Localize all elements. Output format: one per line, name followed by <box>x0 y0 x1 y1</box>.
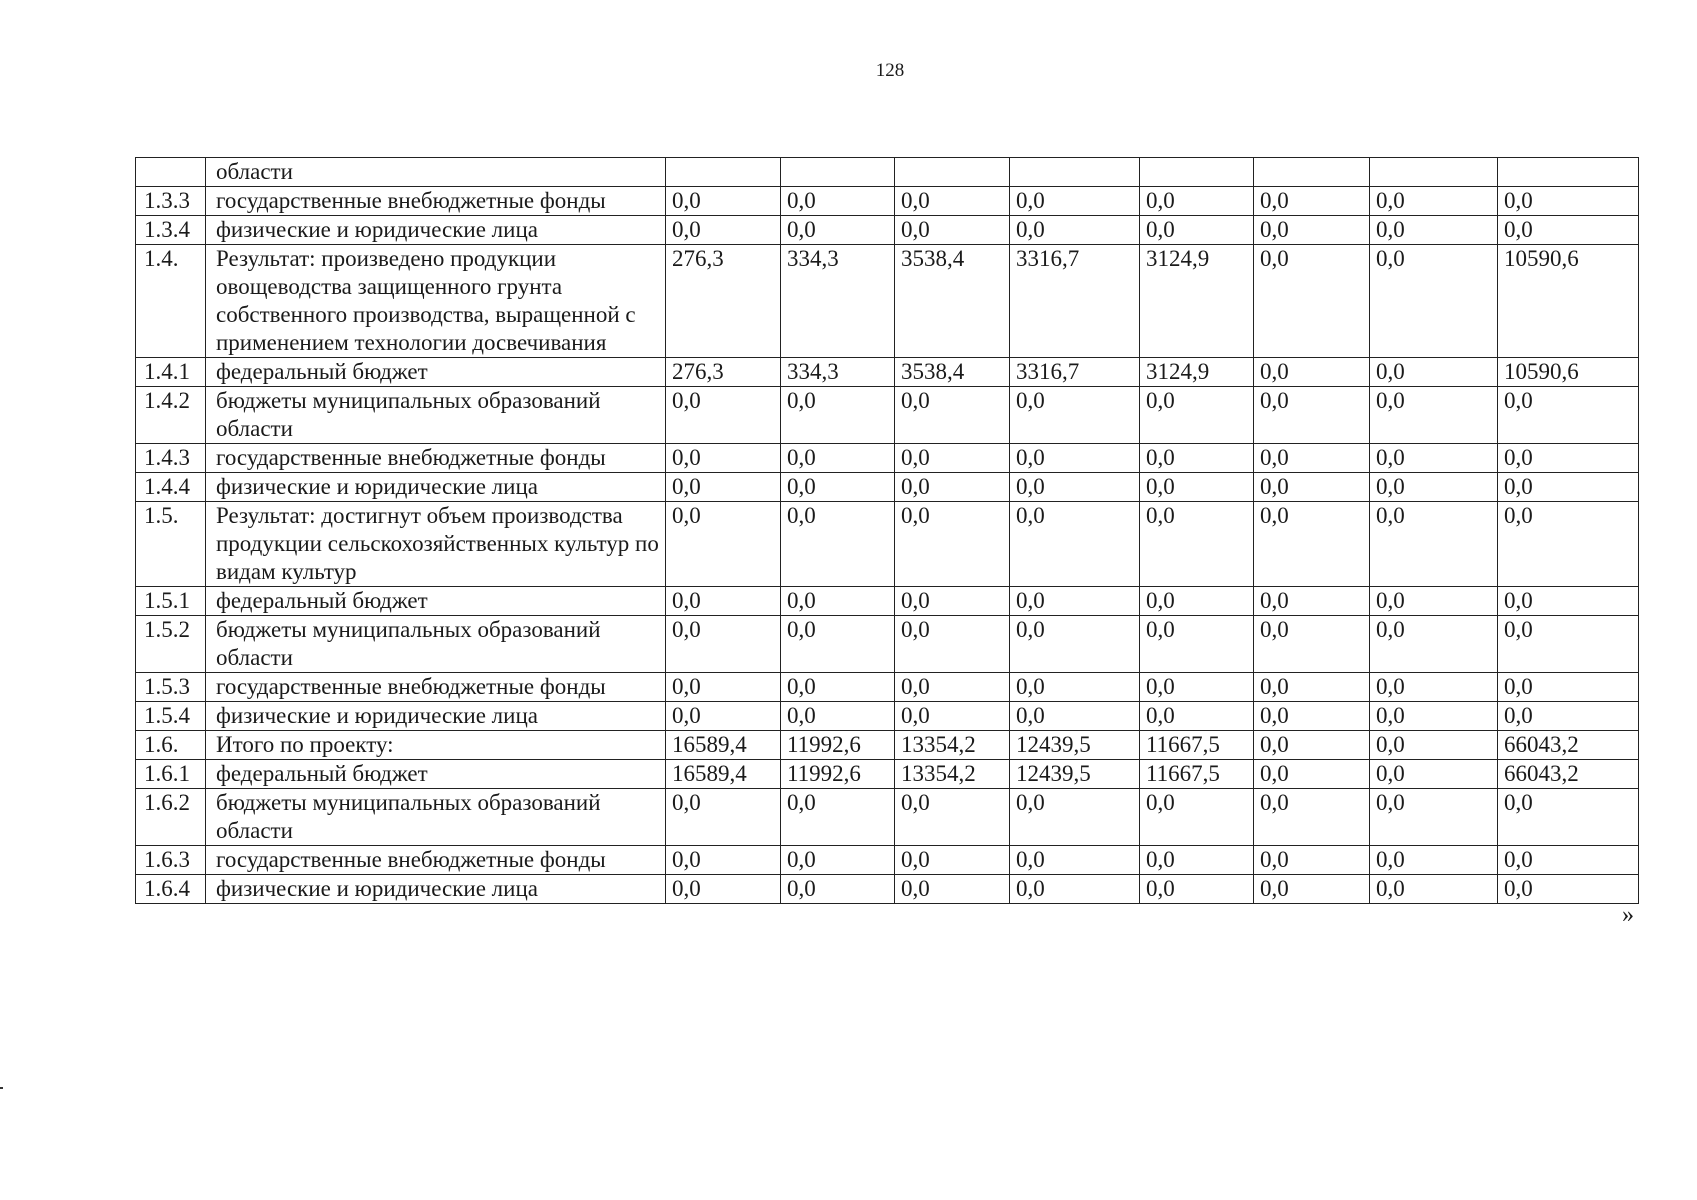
value-cell: 0,0 <box>1498 702 1639 731</box>
value-cell: 12439,5 <box>1010 731 1140 760</box>
row-number-cell: 1.5.1 <box>136 587 206 616</box>
row-number-cell: 1.4.1 <box>136 358 206 387</box>
value-cell: 0,0 <box>1140 587 1254 616</box>
value-cell: 0,0 <box>1010 616 1140 673</box>
row-label-cell: Итого по проекту: <box>206 731 666 760</box>
value-cell <box>1254 158 1370 187</box>
value-cell: 16589,4 <box>666 731 781 760</box>
row-number-cell: 1.3.3 <box>136 187 206 216</box>
row-number-cell: 1.5.4 <box>136 702 206 731</box>
row-label-cell: бюджеты муниципальных образований области <box>206 789 666 846</box>
row-number-cell: 1.6. <box>136 731 206 760</box>
value-cell: 0,0 <box>666 387 781 444</box>
value-cell: 0,0 <box>1254 702 1370 731</box>
table-row <box>136 502 1639 587</box>
value-cell: 0,0 <box>781 702 895 731</box>
value-cell: 0,0 <box>666 673 781 702</box>
row-number-cell: 1.5.2 <box>136 616 206 673</box>
row-number-cell: 1.4.2 <box>136 387 206 444</box>
value-cell: 11992,6 <box>781 731 895 760</box>
value-cell: 0,0 <box>781 387 895 444</box>
table-row <box>136 875 1639 904</box>
value-cell: 0,0 <box>1498 216 1639 245</box>
value-cell: 0,0 <box>781 187 895 216</box>
value-cell: 0,0 <box>781 587 895 616</box>
value-cell: 66043,2 <box>1498 760 1639 789</box>
value-cell: 0,0 <box>895 387 1010 444</box>
value-cell: 0,0 <box>1370 616 1498 673</box>
value-cell <box>781 158 895 187</box>
value-cell: 0,0 <box>1010 473 1140 502</box>
value-cell: 0,0 <box>1370 216 1498 245</box>
value-cell: 0,0 <box>781 216 895 245</box>
value-cell: 0,0 <box>1140 216 1254 245</box>
value-cell: 276,3 <box>666 245 781 358</box>
value-cell: 0,0 <box>1010 387 1140 444</box>
table-row <box>136 673 1639 702</box>
value-cell: 0,0 <box>1254 502 1370 587</box>
value-cell: 0,0 <box>895 444 1010 473</box>
value-cell: 0,0 <box>1010 502 1140 587</box>
value-cell: 0,0 <box>1140 444 1254 473</box>
table-row <box>136 587 1639 616</box>
row-label-cell: физические и юридические лица <box>206 875 666 904</box>
row-number-cell: 1.5.3 <box>136 673 206 702</box>
value-cell: 3316,7 <box>1010 358 1140 387</box>
row-label-cell: бюджеты муниципальных образований области <box>206 387 666 444</box>
table-row <box>136 846 1639 875</box>
value-cell: 3316,7 <box>1010 245 1140 358</box>
value-cell: 0,0 <box>1498 187 1639 216</box>
value-cell: 0,0 <box>1254 616 1370 673</box>
value-cell: 0,0 <box>1254 444 1370 473</box>
value-cell: 3124,9 <box>1140 358 1254 387</box>
value-cell: 0,0 <box>1140 187 1254 216</box>
value-cell: 16589,4 <box>666 760 781 789</box>
value-cell: 10590,6 <box>1498 358 1639 387</box>
value-cell: 0,0 <box>1498 587 1639 616</box>
value-cell: 0,0 <box>1370 673 1498 702</box>
value-cell: 0,0 <box>1254 587 1370 616</box>
value-cell: 0,0 <box>1140 387 1254 444</box>
row-number-cell: 1.4.3 <box>136 444 206 473</box>
row-label-cell: области <box>206 158 666 187</box>
value-cell: 0,0 <box>1498 846 1639 875</box>
table-body <box>136 158 1639 904</box>
value-cell: 0,0 <box>1254 216 1370 245</box>
value-cell: 0,0 <box>1140 875 1254 904</box>
value-cell: 0,0 <box>1140 473 1254 502</box>
value-cell: 0,0 <box>666 187 781 216</box>
value-cell: 0,0 <box>895 789 1010 846</box>
row-number-cell <box>136 158 206 187</box>
value-cell: 0,0 <box>1254 358 1370 387</box>
value-cell: 0,0 <box>781 444 895 473</box>
value-cell: 0,0 <box>1010 846 1140 875</box>
value-cell: 0,0 <box>666 587 781 616</box>
row-label-cell: федеральный бюджет <box>206 587 666 616</box>
value-cell: 0,0 <box>1140 789 1254 846</box>
value-cell: 0,0 <box>1498 875 1639 904</box>
value-cell: 0,0 <box>781 616 895 673</box>
value-cell: 0,0 <box>1254 846 1370 875</box>
value-cell: 0,0 <box>895 216 1010 245</box>
value-cell: 0,0 <box>1370 387 1498 444</box>
value-cell <box>1498 158 1639 187</box>
value-cell: 0,0 <box>895 673 1010 702</box>
value-cell: 0,0 <box>1010 673 1140 702</box>
value-cell: 0,0 <box>1370 245 1498 358</box>
value-cell: 0,0 <box>666 702 781 731</box>
value-cell: 3124,9 <box>1140 245 1254 358</box>
value-cell: 0,0 <box>1498 616 1639 673</box>
value-cell: 0,0 <box>781 789 895 846</box>
value-cell: 0,0 <box>666 875 781 904</box>
value-cell: 334,3 <box>781 245 895 358</box>
row-number-cell: 1.6.2 <box>136 789 206 846</box>
value-cell: 0,0 <box>781 846 895 875</box>
value-cell: 13354,2 <box>895 731 1010 760</box>
row-number-cell: 1.6.4 <box>136 875 206 904</box>
row-label-cell: физические и юридические лица <box>206 216 666 245</box>
value-cell: 0,0 <box>895 587 1010 616</box>
value-cell: 0,0 <box>666 789 781 846</box>
value-cell <box>1370 158 1498 187</box>
value-cell: 0,0 <box>1254 187 1370 216</box>
row-number-cell: 1.6.1 <box>136 760 206 789</box>
table-row <box>136 789 1639 846</box>
value-cell: 0,0 <box>1370 358 1498 387</box>
row-label-cell: государственные внебюджетные фонды <box>206 673 666 702</box>
value-cell: 0,0 <box>1370 444 1498 473</box>
value-cell <box>1140 158 1254 187</box>
table-row <box>136 358 1639 387</box>
value-cell: 0,0 <box>781 875 895 904</box>
value-cell: 0,0 <box>895 616 1010 673</box>
row-number-cell: 1.5. <box>136 502 206 587</box>
value-cell: 0,0 <box>895 702 1010 731</box>
page-number: 128 <box>875 60 905 81</box>
value-cell: 13354,2 <box>895 760 1010 789</box>
value-cell: 0,0 <box>1254 731 1370 760</box>
value-cell: 334,3 <box>781 358 895 387</box>
value-cell: 0,0 <box>1010 216 1140 245</box>
value-cell: 0,0 <box>895 846 1010 875</box>
value-cell: 0,0 <box>895 875 1010 904</box>
value-cell: 0,0 <box>1370 473 1498 502</box>
value-cell: 0,0 <box>781 473 895 502</box>
value-cell: 276,3 <box>666 358 781 387</box>
table-row <box>136 387 1639 444</box>
row-label-cell: государственные внебюджетные фонды <box>206 187 666 216</box>
value-cell: 0,0 <box>1498 473 1639 502</box>
table-row <box>136 187 1639 216</box>
value-cell: 0,0 <box>1254 789 1370 846</box>
value-cell: 0,0 <box>666 846 781 875</box>
row-label-cell: государственные внебюджетные фонды <box>206 846 666 875</box>
value-cell: 0,0 <box>1370 587 1498 616</box>
value-cell: 0,0 <box>666 444 781 473</box>
table-row <box>136 216 1639 245</box>
row-number-cell: 1.3.4 <box>136 216 206 245</box>
row-label-cell: физические и юридические лица <box>206 702 666 731</box>
closing-quote-mark: » <box>1622 902 1634 928</box>
value-cell <box>666 158 781 187</box>
value-cell: 0,0 <box>1254 875 1370 904</box>
table-row <box>136 616 1639 673</box>
value-cell: 0,0 <box>1254 760 1370 789</box>
value-cell: 0,0 <box>1498 789 1639 846</box>
value-cell: 0,0 <box>1254 473 1370 502</box>
row-number-cell: 1.6.3 <box>136 846 206 875</box>
value-cell: 0,0 <box>1370 789 1498 846</box>
row-label-cell: государственные внебюджетные фонды <box>206 444 666 473</box>
value-cell: 0,0 <box>1370 187 1498 216</box>
value-cell <box>1010 158 1140 187</box>
value-cell: 0,0 <box>1010 702 1140 731</box>
table-row <box>136 444 1639 473</box>
value-cell: 11667,5 <box>1140 731 1254 760</box>
value-cell: 0,0 <box>1370 702 1498 731</box>
value-cell: 0,0 <box>895 502 1010 587</box>
value-cell: 0,0 <box>1010 587 1140 616</box>
value-cell: 0,0 <box>1498 502 1639 587</box>
table-row <box>136 731 1639 760</box>
row-number-cell: 1.4.4 <box>136 473 206 502</box>
value-cell: 0,0 <box>1254 245 1370 358</box>
value-cell: 10590,6 <box>1498 245 1639 358</box>
table-row <box>136 473 1639 502</box>
value-cell <box>895 158 1010 187</box>
value-cell: 0,0 <box>1010 875 1140 904</box>
value-cell: 0,0 <box>666 616 781 673</box>
value-cell: 0,0 <box>1140 502 1254 587</box>
value-cell: 0,0 <box>1140 616 1254 673</box>
row-label-cell: бюджеты муниципальных образований области <box>206 616 666 673</box>
value-cell: 3538,4 <box>895 245 1010 358</box>
budget-table <box>135 157 1639 904</box>
value-cell: 0,0 <box>1370 760 1498 789</box>
value-cell: 0,0 <box>1370 731 1498 760</box>
value-cell: 11667,5 <box>1140 760 1254 789</box>
value-cell: 0,0 <box>1370 846 1498 875</box>
table-row <box>136 158 1639 187</box>
table-row <box>136 760 1639 789</box>
value-cell: 0,0 <box>1010 444 1140 473</box>
row-label-cell: федеральный бюджет <box>206 760 666 789</box>
value-cell: 0,0 <box>1370 502 1498 587</box>
value-cell: 0,0 <box>781 502 895 587</box>
value-cell: 0,0 <box>1010 187 1140 216</box>
value-cell: 0,0 <box>1140 673 1254 702</box>
row-label-cell: Результат: произведено продукции овощеводства защищенного грунта собственного производства, выращенной с применением технологии досвечивания <box>206 245 666 358</box>
value-cell: 0,0 <box>1010 789 1140 846</box>
row-label-cell: физические и юридические лица <box>206 473 666 502</box>
value-cell: 0,0 <box>666 216 781 245</box>
value-cell: 0,0 <box>1498 673 1639 702</box>
value-cell: 0,0 <box>1498 444 1639 473</box>
table-row <box>136 245 1639 358</box>
value-cell: 0,0 <box>1140 702 1254 731</box>
value-cell: 66043,2 <box>1498 731 1639 760</box>
value-cell: 0,0 <box>1254 673 1370 702</box>
table-row <box>136 702 1639 731</box>
value-cell: 0,0 <box>781 673 895 702</box>
value-cell: 12439,5 <box>1010 760 1140 789</box>
row-number-cell: 1.4. <box>136 245 206 358</box>
value-cell: 11992,6 <box>781 760 895 789</box>
value-cell: 3538,4 <box>895 358 1010 387</box>
scan-margin-mark <box>0 1087 3 1089</box>
value-cell: 0,0 <box>1254 387 1370 444</box>
value-cell: 0,0 <box>1140 846 1254 875</box>
value-cell: 0,0 <box>1498 387 1639 444</box>
value-cell: 0,0 <box>1370 875 1498 904</box>
value-cell: 0,0 <box>895 473 1010 502</box>
value-cell: 0,0 <box>895 187 1010 216</box>
row-label-cell: федеральный бюджет <box>206 358 666 387</box>
value-cell: 0,0 <box>666 502 781 587</box>
value-cell: 0,0 <box>666 473 781 502</box>
row-label-cell: Результат: достигнут объем производства продукции сельскохозяйственных культур по видам культур <box>206 502 666 587</box>
